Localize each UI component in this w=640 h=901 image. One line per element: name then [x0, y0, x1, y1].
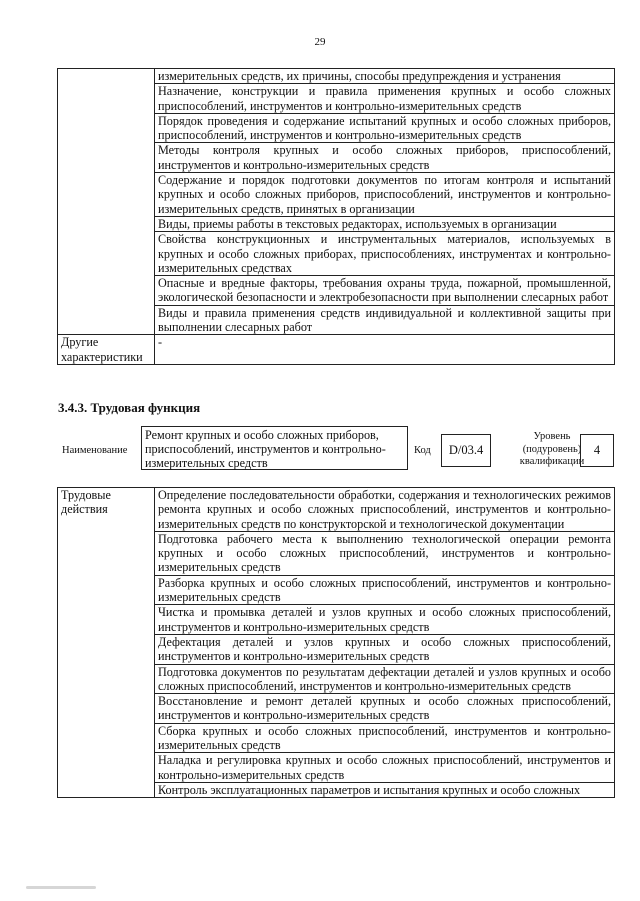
row-label-cell [58, 69, 155, 335]
labor-action-item: Подготовка рабочего места к выполнению технологической операции ремонта крупных и особо сложных приспособлений, инструментов и контрольно-измерительных средств [155, 531, 615, 575]
other-characteristics-label: Другие характеристики [58, 335, 155, 365]
function-code-value: D/03.4 [441, 434, 491, 467]
knowledge-item: Методы контроля крупных и особо сложных приборов, приспособлений, инструментов и контрольно-измерительных средств [155, 143, 615, 173]
knowledge-item: Свойства конструкционных и инструментальных материалов, используемых в крупных и особо сложных приборах, приспособлениях, инструментах и контрольно-измерительных средствах [155, 232, 615, 276]
knowledge-item: Порядок проведения и содержание испытаний крупных и особо сложных приборов, приспособлений, инструментов и контрольно-измерительных средств [155, 113, 615, 143]
knowledge-item: Виды, приемы работы в текстовых редакторах, используемых в организации [155, 216, 615, 231]
function-header [57, 426, 614, 472]
labor-action-item: Разборка крупных и особо сложных приспособлений, инструментов и контрольно-измерительных средств [155, 575, 615, 605]
labor-action-item: Контроль эксплуатационных параметров и испытания крупных и особо сложных [155, 782, 615, 797]
scan-artifact [26, 886, 96, 889]
labor-action-item: Чистка и промывка деталей и узлов крупных и особо сложных приспособлений, инструментов и контрольно-измерительных средств [155, 605, 615, 635]
other-characteristics-value: - [155, 335, 615, 365]
section-title: 3.4.3. Трудовая функция [58, 400, 201, 415]
labor-actions-label: Трудовые действия [58, 488, 155, 798]
knowledge-table [57, 68, 615, 365]
code-label: Код [414, 445, 431, 456]
table-row [58, 69, 615, 84]
labor-action-item: Наладка и регулировка крупных и особо сложных приспособлений, инструментов и контрольно-измерительных средств [155, 753, 615, 783]
function-name-value: Ремонт крупных и особо сложных приборов, приспособлений, инструментов и контрольно-измерительных средств [141, 426, 408, 470]
knowledge-item: Назначение, конструкции и правила применения крупных и особо сложных приспособлений, инструментов и контрольно-измерительных средств [155, 84, 615, 114]
table-row [58, 335, 615, 365]
level-label: Уровень (подуровень) квалификации [519, 431, 585, 467]
knowledge-item: Опасные и вредные факторы, требования охраны труда, пожарной, промышленной, экологической безопасности и электробезопасности при выполнении слесарных работ [155, 276, 615, 306]
knowledge-item: Содержание и порядок подготовки документов по итогам контроля и испытаний крупных и особо сложных приборов, приспособлений, инструментов и контрольно-измерительных средств, принятых в организации [155, 173, 615, 217]
labor-action-item: Определение последовательности обработки, содержания и технологических режимов ремонта крупных и особо сложных приспособлений, инструментов и контрольно-измерительных средств по конструкторской и технологической документации [155, 488, 615, 532]
labor-action-item: Подготовка документов по результатам дефектации деталей и узлов крупных и особо сложных приспособлений, инструментов и контрольно-измерительных средств [155, 664, 615, 694]
labor-action-item: Дефектация деталей и узлов крупных и особо сложных приспособлений, инструментов и контрольно-измерительных средств [155, 634, 615, 664]
labor-action-item: Восстановление и ремонт деталей крупных и особо сложных приспособлений, инструментов и контрольно-измерительных средств [155, 694, 615, 724]
labor-actions-table [57, 487, 615, 798]
level-value: 4 [580, 434, 614, 467]
page-number: 29 [314, 36, 326, 48]
labor-action-item: Сборка крупных и особо сложных приспособлений, инструментов и контрольно-измерительных средств [155, 723, 615, 753]
knowledge-item: измерительных средств, их причины, способы предупреждения и устранения [155, 69, 615, 84]
table-row [58, 488, 615, 532]
name-label: Наименование [62, 445, 128, 456]
knowledge-item: Виды и правила применения средств индивидуальной и коллективной защиты при выполнении слесарных работ [155, 305, 615, 335]
